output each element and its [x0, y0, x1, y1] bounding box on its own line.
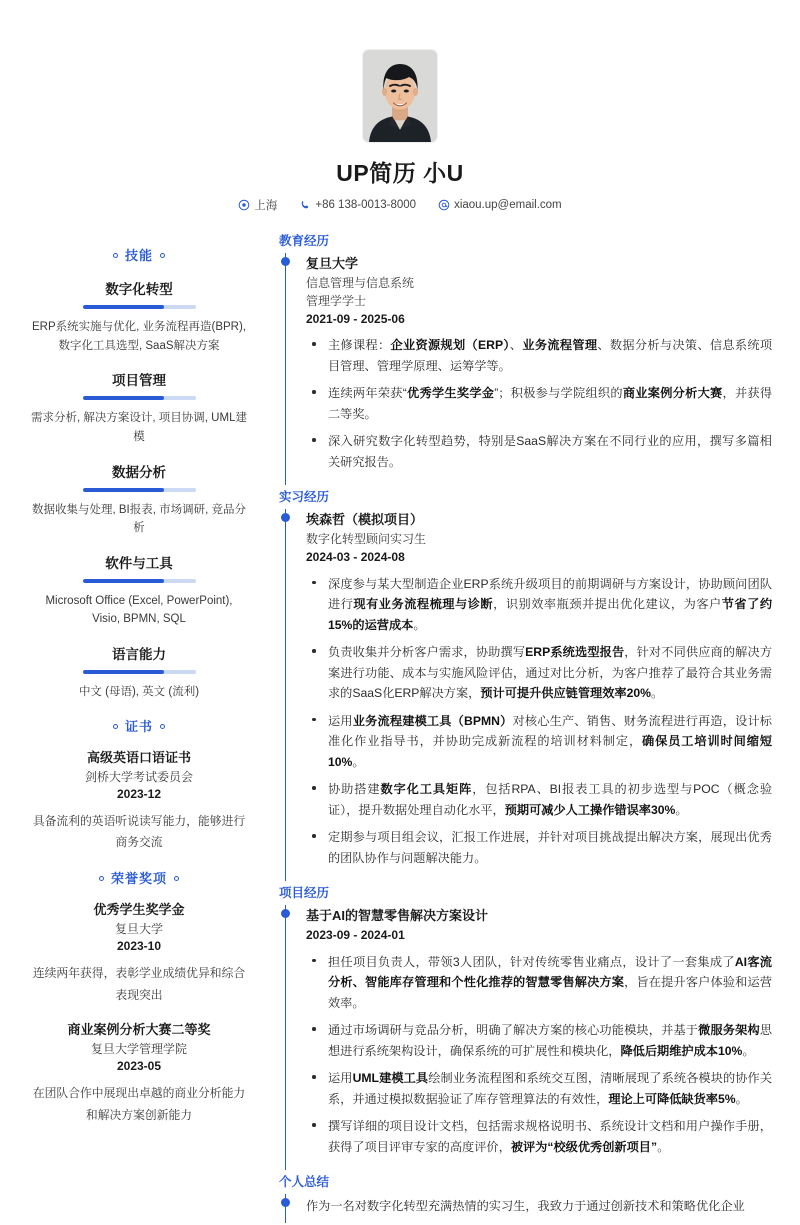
skill-desc: ERP系统实施与优化, 业务流程再造(BPR), 数字化工具选型, SaaS解决方案: [31, 321, 247, 352]
project-name: 基于AI的智慧零售解决方案设计: [306, 908, 489, 924]
section-title-summary: 个人总结: [279, 1175, 330, 1190]
bullet-item: 主修课程：企业资源规划（ERP）、业务流程管理、数据分析与决策、信息系统项目管理、管理学原理、运筹学等。: [306, 335, 772, 376]
contact-bar: [0, 197, 800, 213]
bullet-item: 连续两年荣获“优秀学生奖学金”；积极参与学院组织的商业案例分析大赛，并获得二等奖。: [306, 383, 772, 424]
bullet-item: 定期参与项目组会议，汇报工作进展，并针对项目挑战提出解决方案，展现出优秀的团队协作与问题解决能力。: [306, 827, 772, 868]
bullet-item: 撰写详细的项目设计文档，包括需求规格说明书、系统设计文档和用户操作手册，获得了项目评审专家的高度评价，被评为“校级优秀创新项目”。: [306, 1116, 772, 1157]
skill-bar-fill: [83, 579, 164, 583]
skill-bar-track: [83, 396, 196, 400]
skill-name: 软件与工具: [105, 555, 173, 571]
skill-desc: 中文 (母语), 英文 (流利): [78, 686, 200, 698]
education-bullets: [306, 335, 772, 472]
education-date: 2021-09 - 2025-06: [306, 311, 405, 326]
section-education: [278, 231, 772, 485]
credential-date: 2023-10: [116, 939, 162, 954]
page-title: UP简历 小U: [336, 160, 464, 186]
avatar: [363, 50, 437, 142]
credential-desc: 在团队合作中展现出卓越的商业分析能力和解决方案创新能力: [32, 1085, 246, 1122]
skill-desc: 数据收集与处理, BI报表, 市场调研, 竞品分析: [31, 503, 247, 535]
skill-bar-track: [83, 579, 196, 583]
bullet-item: 运用业务流程建模工具（BPMN）对核心生产、销售、财务流程进行再造，设计标准化作业指导书，并协助完成新流程的培训材料制定，确保员工培训时间缩短10%。: [306, 711, 772, 773]
bullet-item: 担任项目负责人，带领3人团队，针对传统零售业痛点，设计了一套集成了AI客流分析、智能库存管理和个性化推荐的智慧零售解决方案，旨在提升客户体验和运营效率。: [306, 952, 772, 1014]
circle-deco-icon: [160, 253, 165, 258]
awards-list: [28, 899, 250, 1126]
email-icon: [438, 199, 450, 211]
circle-deco-icon: [113, 724, 118, 729]
skill-item: [28, 643, 250, 702]
skill-desc: 需求分析, 解决方案设计, 项目协调, UML建模: [31, 412, 247, 443]
skill-item: [28, 278, 250, 355]
contact-location: [238, 197, 277, 213]
skill-name: 语言能力: [112, 647, 166, 662]
internship-role: 数字化转型顾问实习生: [306, 532, 427, 547]
internship-org: 埃森哲（模拟项目）: [306, 512, 424, 528]
skill-bar-track: [83, 488, 196, 492]
skill-name: 数字化转型: [105, 282, 173, 297]
skill-item: [28, 552, 250, 629]
skill-bar-fill: [83, 670, 164, 674]
credential-item: [28, 1019, 250, 1127]
timeline-dot-icon: [281, 257, 290, 266]
section-title-certificates-text: 证书: [124, 718, 153, 734]
internship-date: 2024-03 - 2024-08: [306, 550, 405, 565]
summary-entry: [285, 1194, 772, 1223]
right-column: [264, 231, 772, 1225]
education-org: 复旦大学: [306, 256, 359, 271]
credential-date: 2023-05: [116, 1058, 162, 1073]
internship-entry: [285, 509, 772, 881]
phone-icon: [299, 199, 311, 211]
timeline-dot-icon: [281, 909, 290, 918]
credential-item: [28, 747, 250, 855]
contact-email-text: xiaou.up@email.com: [454, 199, 562, 211]
timeline-dot-icon: [281, 513, 290, 522]
skill-bar-track: [83, 670, 196, 674]
location-icon: [238, 199, 250, 211]
credential-date: 2023-12: [116, 786, 162, 801]
resume-body: [0, 223, 800, 1225]
education-major: 信息管理与信息系统: [306, 275, 415, 290]
bullet-item: 通过市场调研与竞品分析，明确了解决方案的核心功能模块，并基于微服务架构思想进行系统架构设计，确保系统的可扩展性和模块化，降低后期维护成本10%。: [306, 1020, 772, 1061]
circle-deco-icon: [99, 876, 104, 881]
section-summary: [278, 1172, 772, 1223]
skill-name: 项目管理: [112, 373, 166, 389]
skill-bar-fill: [83, 305, 164, 309]
section-title-education: 教育经历: [279, 234, 330, 248]
credential-title: 高级英语口语证书: [86, 749, 191, 765]
section-title-skills: [28, 245, 250, 264]
section-title-awards-text: 荣誉奖项: [110, 871, 167, 887]
skill-bar-fill: [83, 396, 164, 400]
project-entry: [285, 905, 772, 1170]
contact-location-text: 上海: [254, 200, 278, 212]
project-date: 2023-09 - 2024-01: [306, 928, 405, 943]
education-degree: 管理学学士: [306, 293, 367, 308]
timeline-dot-icon: [281, 1198, 290, 1207]
skill-bar-track: [83, 305, 196, 309]
credential-issuer: 复旦大学管理学院: [90, 1041, 187, 1056]
resume-header: [0, 0, 800, 223]
contact-phone-text: +86 138-0013-8000: [315, 199, 417, 211]
section-title-awards: [28, 868, 250, 887]
section-title-project: 项目经历: [279, 886, 330, 901]
section-project: [278, 883, 772, 1170]
bullet-item: 运用UML建模工具绘制业务流程图和系统交互图，清晰展现了系统各模块的协作关系，并通过模拟数据验证了库存管理算法的有效性，理论上可降低缺货率5%。: [306, 1068, 772, 1109]
skill-item: [28, 461, 250, 538]
credential-issuer: 剑桥大学考试委员会: [84, 769, 193, 784]
summary-text: 作为一名对数字化转型充满热情的实习生，我致力于通过创新技术和策略优化企业: [306, 1199, 745, 1214]
section-title-internship: 实习经历: [279, 490, 330, 505]
bullet-item: 深度参与某大型制造企业ERP系统升级项目的前期调研与方案设计，协助顾问团队进行现有业务流程梳理与诊断，识别效率瓶颈并提出优化建议，为客户节省了约15%的运营成本。: [306, 574, 772, 636]
credential-title: 商业案例分析大赛二等奖: [67, 1021, 211, 1037]
section-title-certificates: [28, 716, 250, 735]
education-entry: [285, 253, 772, 485]
circle-deco-icon: [160, 724, 165, 729]
circle-deco-icon: [174, 876, 179, 881]
section-title-skills-text: 技能: [124, 248, 153, 263]
left-column: [28, 231, 264, 1127]
internship-bullets: [306, 574, 772, 869]
bullet-item: 负责收集并分析客户需求，协助撰写ERP系统选型报告，针对不同供应商的解决方案进行功能、成本与实施风险评估，通过对比分析，为客户推荐了最符合其业务需求的SaaS化ERP解决方案，预计可提升供应链管理效率20%。: [306, 642, 772, 704]
skills-list: [28, 278, 250, 702]
skill-name: 数据分析: [112, 464, 166, 480]
credential-issuer: 复旦大学: [114, 922, 163, 937]
circle-deco-icon: [113, 253, 118, 258]
contact-phone: [299, 199, 416, 211]
credential-desc: 具备流利的英语听说读写能力，能够进行商务交流: [32, 813, 246, 850]
credential-item: [28, 899, 250, 1007]
bullet-item: 深入研究数字化转型趋势，特别是SaaS解决方案在不同行业的应用，撰写多篇相关研究报告。: [306, 431, 772, 472]
project-bullets: [306, 952, 772, 1158]
section-internship: [278, 487, 772, 881]
bullet-item: 协助搭建数字化工具矩阵，包括RPA、BI报表工具的初步选型与POC（概念验证），提升数据处理自动化水平，预期可减少人工操作错误率30%。: [306, 779, 772, 820]
credential-desc: 连续两年获得，表彰学业成绩优异和综合表现突出: [32, 966, 246, 1003]
skill-item: [28, 369, 250, 446]
skill-bar-fill: [83, 488, 164, 492]
skill-desc: Microsoft Office (Excel, PowerPoint), Visio, BPMN, SQL: [45, 594, 233, 626]
contact-email: [438, 199, 562, 211]
certificates-list: [28, 747, 250, 855]
credential-title: 优秀学生奖学金: [93, 902, 185, 918]
